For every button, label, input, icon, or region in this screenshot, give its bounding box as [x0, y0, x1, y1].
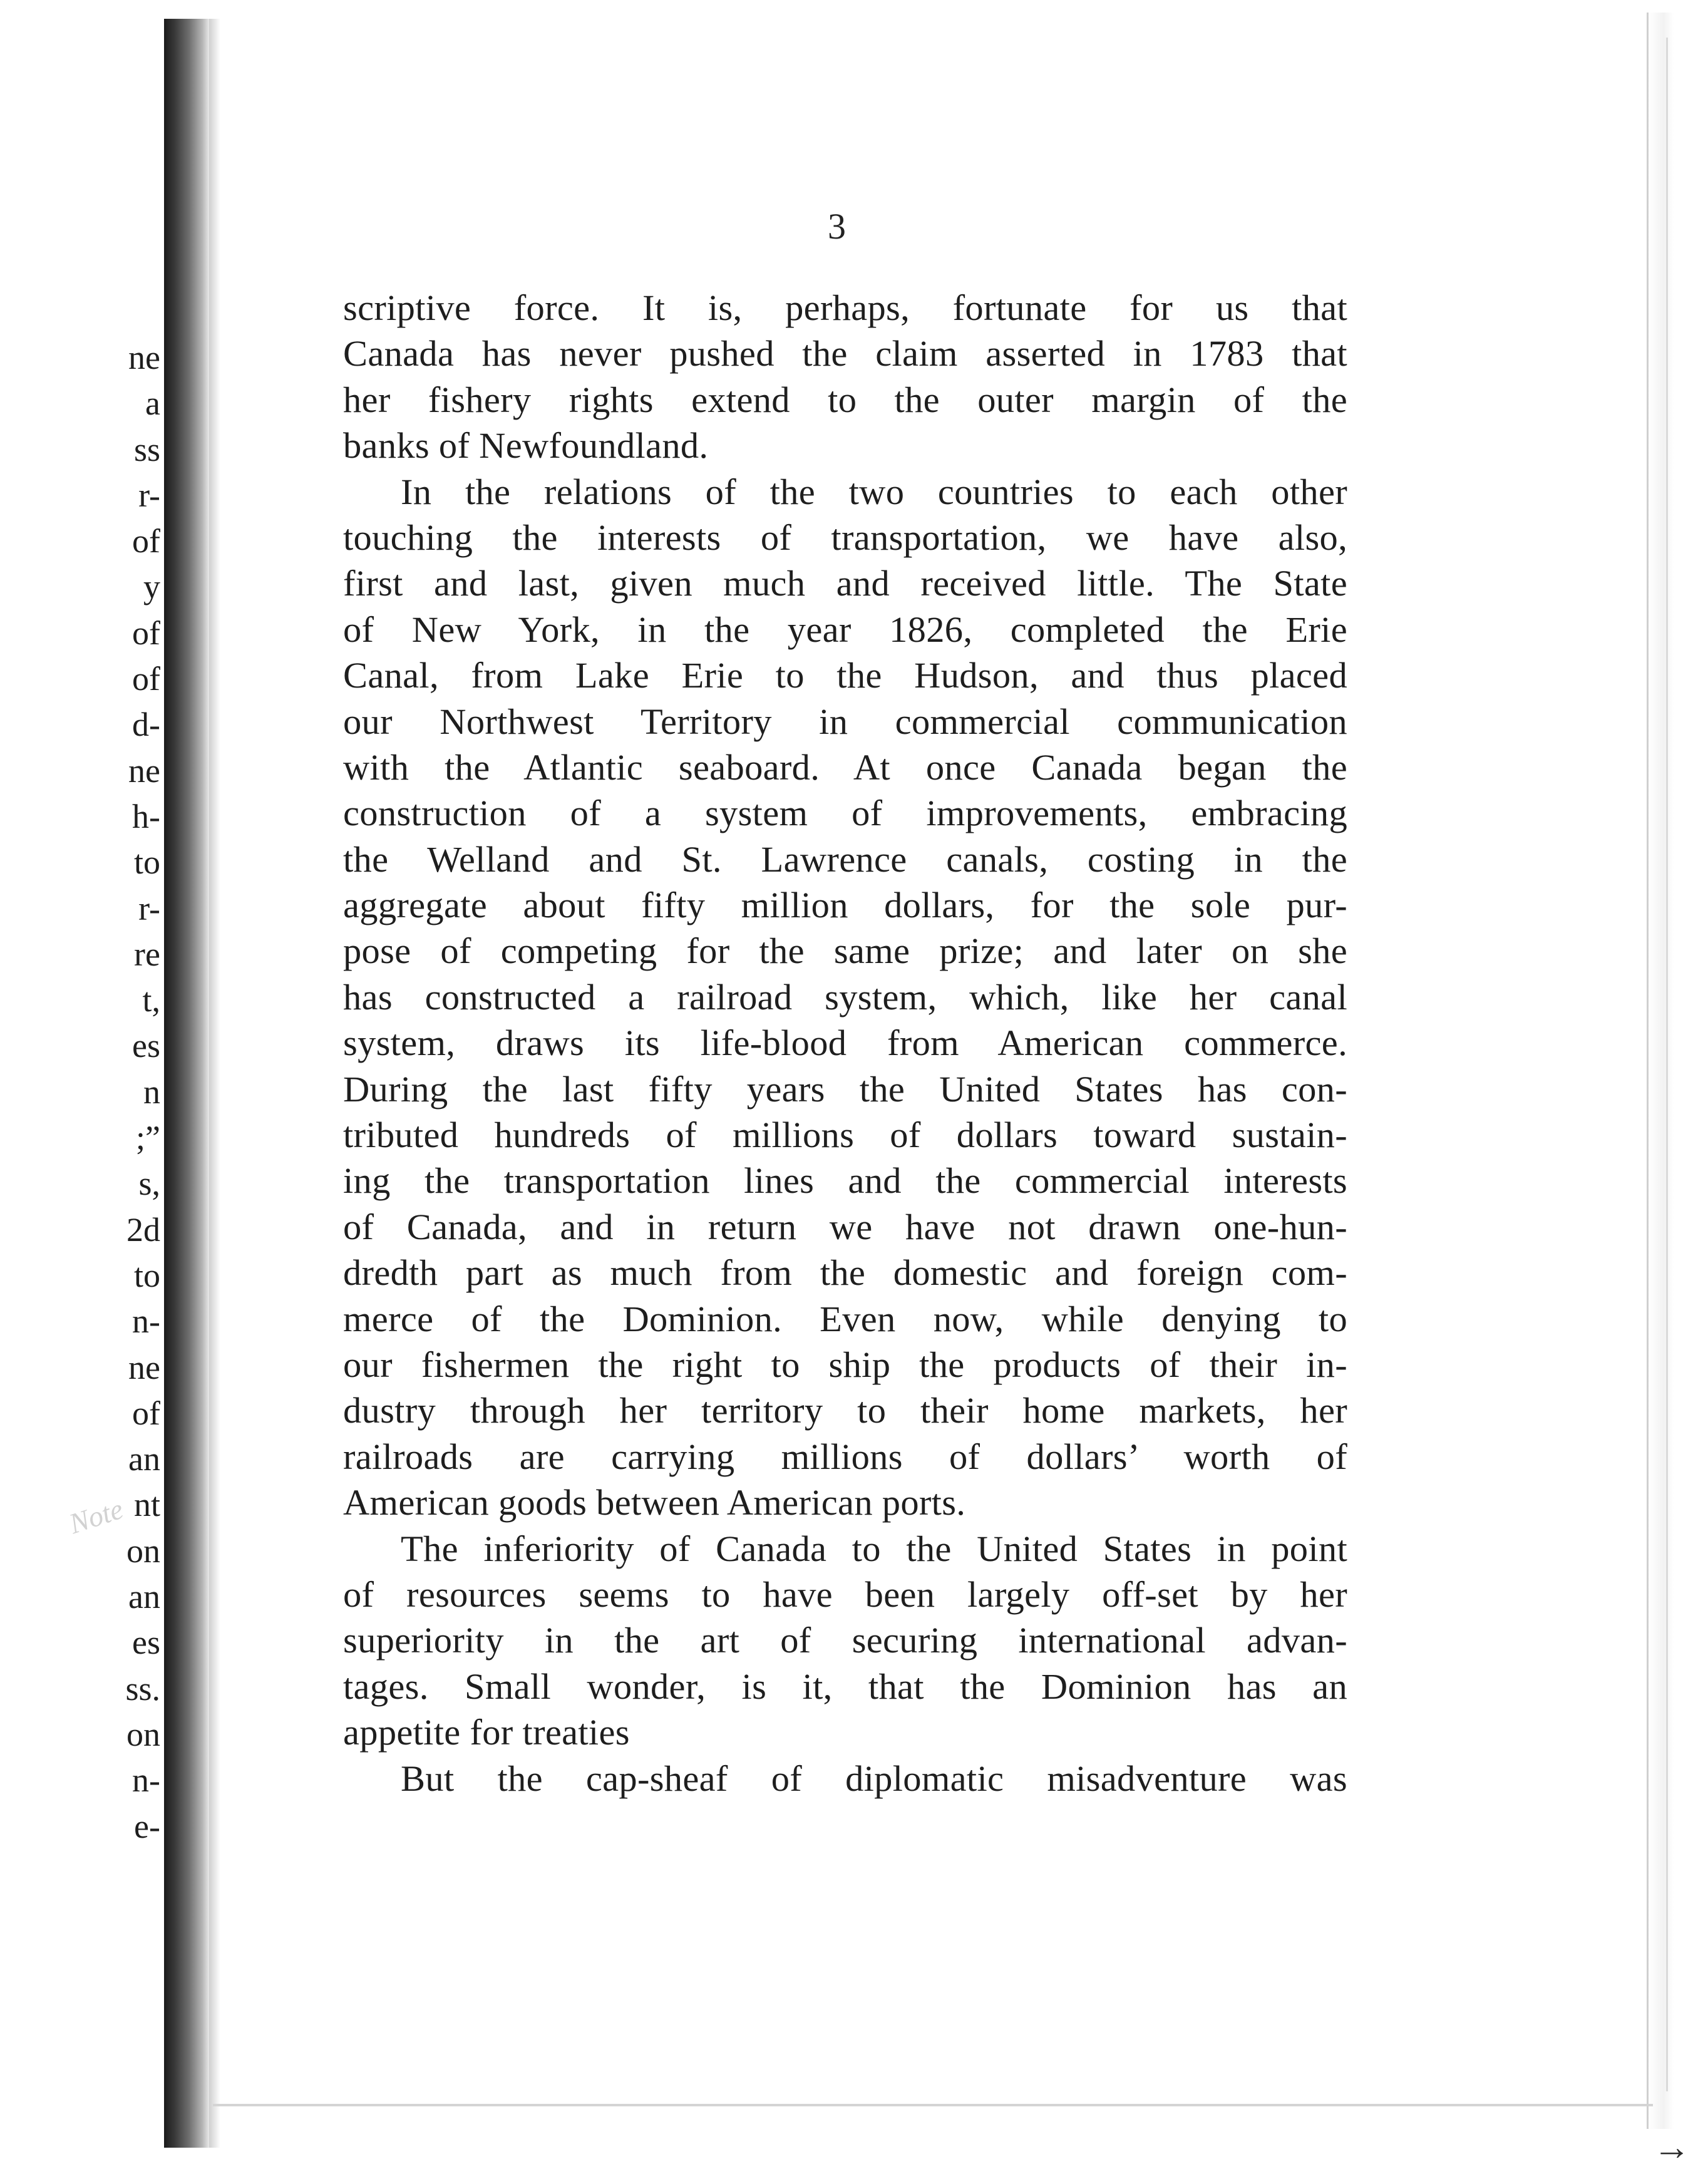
page-bottom-edge — [213, 2104, 1653, 2106]
left-page-line-fragment: ne — [128, 339, 160, 376]
right-page-edge — [1647, 13, 1674, 2129]
left-page-line-fragment: h- — [132, 797, 160, 835]
left-page-line-fragment: n- — [132, 1761, 160, 1800]
text-line: our Northwest Territory in commercial communication — [343, 701, 1347, 742]
left-page-line-fragment: ne — [128, 751, 160, 790]
left-page-line-fragment: y — [143, 568, 160, 606]
text-line: touching the interests of transportation, we have also, — [343, 517, 1347, 558]
binding-gutter-shadow — [164, 19, 209, 2148]
left-page-line-fragment: of — [132, 614, 160, 652]
text-line: her fishery rights extend to the outer margin of the — [343, 379, 1347, 420]
left-page-line-fragment: to — [133, 843, 160, 882]
text-line: first and last, given much and received little. The State — [343, 563, 1347, 604]
text-line: banks of Newfoundland. — [343, 425, 709, 466]
text-line: tributed hundreds of millions of dollars toward sustain- — [343, 1115, 1347, 1156]
text-line: aggregate about fifty million dollars, for the sole pur- — [343, 885, 1347, 926]
text-line: appetite for treaties — [343, 1712, 630, 1753]
left-page-line-fragment: to — [133, 1256, 160, 1294]
text-line: of Canada, and in return we have not drawn one-hun- — [343, 1206, 1347, 1247]
text-line: merce of the Dominion. Even now, while denying to — [343, 1298, 1347, 1339]
left-page-line-fragment: t, — [142, 981, 160, 1019]
left-page-line-fragment: ss. — [125, 1669, 160, 1708]
left-page-line-fragment: ;” — [136, 1119, 160, 1157]
text-line: railroads are carrying millions of dollars’ worth of — [343, 1436, 1347, 1477]
handwritten-margin-note: Note — [65, 1492, 127, 1540]
left-page-line-fragment: ss — [133, 430, 160, 468]
text-line: Canada has never pushed the claim asserted in 1783 that — [343, 333, 1347, 374]
text-line: with the Atlantic seaboard. At once Canada began the — [343, 746, 1347, 788]
text-line: During the last fifty years the United States has con- — [343, 1068, 1347, 1110]
left-page-line-fragment: ne — [128, 1348, 160, 1386]
left-page-line-fragment: an — [128, 1578, 160, 1616]
left-page-line-fragment: of — [132, 1394, 160, 1432]
corner-mark: → — [1653, 2126, 1690, 2168]
left-page-line-fragment: an — [128, 1440, 160, 1478]
text-line: our fishermen the right to ship the products of their in- — [343, 1344, 1347, 1385]
left-page-line-fragment: e- — [134, 1807, 160, 1845]
left-page-line-fragment: n — [143, 1073, 160, 1111]
left-page-line-fragment: on — [126, 1715, 160, 1753]
left-page-line-fragment: on — [126, 1532, 160, 1570]
text-line: ing the transportation lines and the commercial interests — [343, 1160, 1347, 1202]
gutter-edge — [209, 19, 220, 2148]
left-facing-page — [0, 0, 164, 2184]
text-line: tages. Small wonder, is it, that the Dominion has an — [343, 1666, 1347, 1707]
left-page-line-fragment: r- — [138, 889, 160, 927]
left-page-line-fragment: r- — [138, 476, 160, 514]
text-line: In the relations of the two countries to each other — [401, 471, 1347, 512]
text-line: the Welland and St. Lawrence canals, costing in the — [343, 838, 1347, 880]
left-page-line-fragment: a — [145, 384, 160, 423]
left-page-line-fragment: 2d — [126, 1210, 160, 1249]
text-line: The inferiority of Canada to the United States in point — [401, 1528, 1347, 1569]
left-page-line-fragment: nt — [133, 1486, 160, 1524]
left-page-line-fragment: es — [132, 1027, 160, 1065]
left-page-line-fragment: of — [132, 660, 160, 698]
text-line: But the cap-sheaf of diplomatic misadventure was — [401, 1758, 1347, 1799]
text-line: of resources seems to have been largely off-set by her — [343, 1574, 1347, 1615]
text-line: has constructed a railroad system, which, like her canal — [343, 976, 1347, 1017]
text-line: Canal, from Lake Erie to the Hudson, and thus placed — [343, 655, 1347, 696]
text-line: American goods between American ports. — [343, 1482, 966, 1523]
text-line: dustry through her territory to their home markets, her — [343, 1390, 1347, 1431]
text-line: of New York, in the year 1826, completed the Erie — [343, 609, 1347, 650]
left-page-line-fragment: n- — [132, 1302, 160, 1341]
left-page-line-fragment: re — [134, 935, 160, 973]
text-line: scriptive force. It is, perhaps, fortunate for us that — [343, 287, 1347, 328]
left-page-line-fragment: of — [132, 522, 160, 560]
left-page-line-fragment: es — [132, 1624, 160, 1662]
left-page-line-fragment: s, — [138, 1165, 160, 1203]
left-page-text-fragments — [0, 335, 164, 1850]
left-page-line-fragment: d- — [132, 706, 160, 744]
text-line: construction of a system of improvements, embracing — [343, 793, 1347, 834]
page-number: 3 — [828, 206, 846, 247]
text-line: dredth part as much from the domestic and foreign com- — [343, 1252, 1347, 1294]
text-line: pose of competing for the same prize; and later on she — [343, 930, 1347, 972]
text-line: superiority in the art of securing international advan- — [343, 1620, 1347, 1661]
text-line: system, draws its life-blood from American commerce. — [343, 1022, 1347, 1064]
body-text — [343, 285, 1347, 1801]
